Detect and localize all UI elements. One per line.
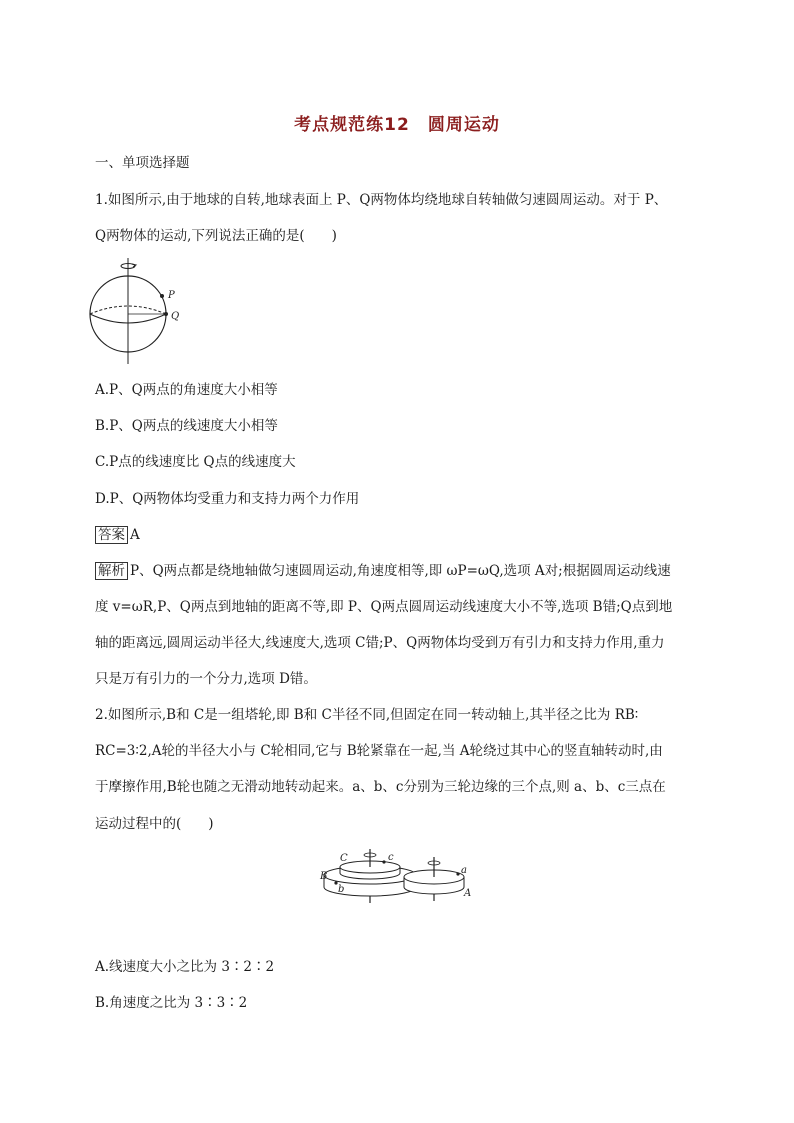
question-2-stem-line-1: 2.如图所示,B和 C是一组塔轮,即 B和 C半径不同,但固定在同一转动轴上,其半径之比为 RB∶ — [95, 707, 639, 723]
answer-value: A — [130, 527, 140, 543]
question-1-analysis-line-1 — [95, 561, 705, 581]
point-a-label: a — [461, 865, 467, 876]
question-2-stem-line-3: 于摩擦作用,B轮也随之无滑动地转动起来。a、b、c分别为三轮边缘的三个点,则 a、b、c三点在 — [95, 779, 666, 795]
analysis-text: P、Q两点都是绕地轴做匀速圆周运动,角速度相等,即 ωP=ωQ,选项 A对;根据圆周运动线速 — [130, 563, 671, 579]
question-2-option-b: B.角速度之比为 3∶3∶2 — [95, 995, 248, 1011]
question-2-stem-line-4: 运动过程中的( ) — [95, 816, 214, 832]
question-1-option-a: A.P、Q两点的角速度大小相等 — [95, 382, 278, 398]
point-c-label: c — [388, 852, 394, 863]
point-p-label: P — [168, 290, 175, 301]
question-1-stem-line-2: Q两物体的运动,下列说法正确的是( ) — [95, 228, 337, 244]
question-1-option-c: C.P点的线速度比 Q点的线速度大 — [95, 454, 296, 470]
question-1-option-d: D.P、Q两物体均受重力和支持力两个力作用 — [95, 491, 360, 507]
point-q-dot — [164, 312, 168, 316]
point-c-dot — [382, 860, 385, 863]
question-1-analysis-line-2: 度 v=ωR,P、Q两点到地轴的距离不等,即 P、Q两点圆周运动线速度大小不等,选项 B错;Q点到地 — [95, 599, 673, 615]
point-b-label: b — [338, 884, 345, 895]
point-p-dot — [160, 294, 164, 298]
page-title: 考点规范练12 圆周运动 — [294, 115, 500, 135]
point-a-dot — [456, 872, 459, 875]
question-1-answer — [95, 525, 705, 545]
question-2-stem-line-2: RC=3∶2,A轮的半径大小与 C轮相同,它与 B轮紧靠在一起,当 A轮绕过其中心的竖直轴转动时,由 — [95, 743, 663, 759]
tower-wheel-figure — [318, 843, 478, 913]
question-1-stem-line-1: 1.如图所示,由于地球的自转,地球表面上 P、Q两物体均绕地球自转轴做匀速圆周运动。对于 P、 — [95, 192, 668, 208]
point-q-label: Q — [171, 311, 180, 322]
question-2-option-a: A.线速度大小之比为 3∶2∶2 — [95, 959, 275, 975]
question-1-option-b: B.P、Q两点的线速度大小相等 — [95, 418, 278, 434]
wheel-b-label: B — [320, 871, 328, 882]
section-heading: 一、单项选择题 — [95, 155, 190, 171]
wheel-a-label: A — [464, 888, 472, 899]
answer-tag: 答案 — [95, 526, 128, 544]
wheel-c-label: C — [340, 853, 348, 864]
analysis-tag: 解析 — [95, 562, 128, 580]
question-1-analysis-line-3: 轴的距离远,圆周运动半径大,线速度大,选项 C错;P、Q两物体均受到万有引力和支持力作用,重力 — [95, 635, 665, 651]
question-1-analysis-line-4: 只是万有引力的一个分力,选项 D错。 — [95, 671, 317, 687]
earth-rotation-figure — [88, 256, 198, 366]
